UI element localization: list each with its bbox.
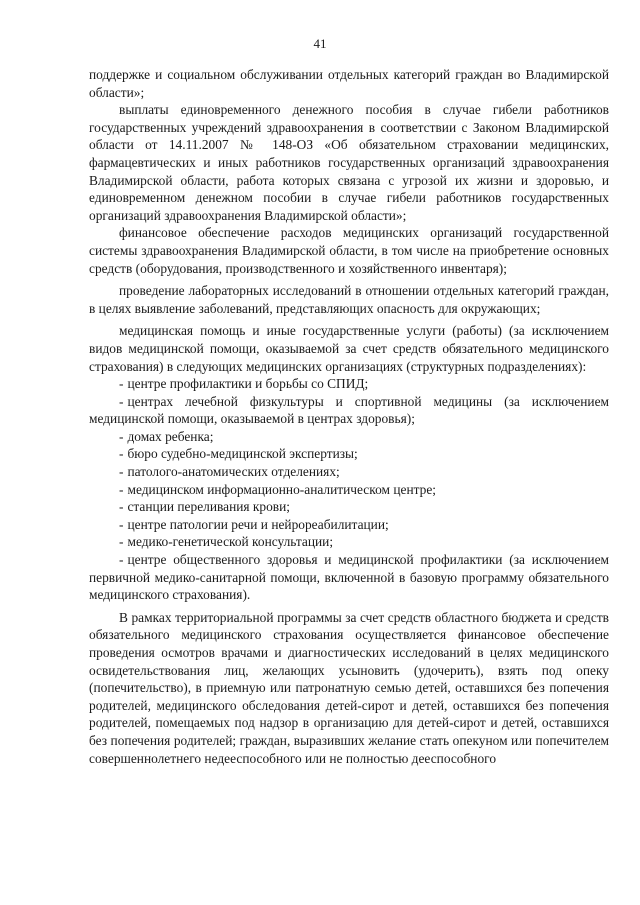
- paragraph-medical-services: медицинская помощь и иные государственные услуги (работы) (за исключением видов медицинской помощи, оказываемой за счет средств обязательного медицинского страхования) в следующих медицинских организациях (структурных подразделениях):: [89, 323, 609, 374]
- list-item-text: станции переливания крови;: [127, 499, 291, 515]
- paragraph-financial-support: финансовое обеспечение расходов медицинских организаций государственной системы здравоохранения Владимирской области, в том числе на приобретение основных средств (оборудования, производственного и хозяйственного инвентаря);: [89, 225, 609, 276]
- list-dash: -: [119, 428, 124, 444]
- list-item-text: центре общественного здоровья и медицинской профилактики (за исключением первичной медико-санитарной помощи, включенной в базовую программу обязательного медицинского страхования).: [89, 552, 609, 603]
- list-item-text: медицинском информационно-аналитическом центре;: [127, 481, 436, 497]
- paragraph-continuation: поддержке и социальном обслуживании отдельных категорий граждан во Владимирской области»;: [89, 67, 609, 100]
- paragraph-territorial-program: В рамках территориальной программы за счет средств областного бюджета и средств обязательного медицинского страхования осуществляется финансовое обеспечение проведения осмотров врачами и диагностических исследований в целях медицинского освидетельствования лиц, желающих усыновить (удочерить), взять под опеку (попечительство), в приемную или патронатную семью детей, оставшихся без попечения родителей, медицинского обследования детей-сирот и детей, оставшихся без попечения родителей, помещаемых под надзор в организацию для детей-сирот и детей, оставшихся без попечения родителей; граждан, выразивших желание стать опекуном или попечителем совершеннолетнего недееспособного или не полностью дееспособного: [89, 609, 609, 766]
- list-item: [89, 551, 609, 604]
- list-dash: -: [119, 552, 124, 568]
- list-item: [89, 498, 609, 516]
- list-item: [89, 463, 609, 481]
- list-dash: -: [119, 376, 124, 392]
- list-item: [89, 481, 609, 499]
- list-dash: -: [119, 464, 124, 480]
- list-item: [89, 393, 609, 428]
- paragraph-death-benefit: выплаты единовременного денежного пособия в случае гибели работников государственных учреждений здравоохранения в соответствии с Законом Владимирской области от 14.11.2007 № 148-ОЗ «Об обязательном страховании медицинских, фармацевтических и иных работников государственных организаций здравоохранения Владимирской области, работа которых связана с угрозой их жизни и здоровью, и единовременном денежном пособии в случае гибели работников государственных организаций здравоохранения Владимирской области»;: [89, 102, 609, 223]
- list-item: [89, 428, 609, 446]
- list-item-text: центрах лечебной физкультуры и спортивной медицины (за исключением медицинской помощи, оказываемой в центрах здоровья);: [89, 393, 609, 427]
- list-item-text: медико-генетической консультации;: [127, 534, 334, 550]
- list-item-text: центре профилактики и борьбы со СПИД;: [127, 376, 369, 392]
- list-dash: -: [119, 499, 124, 515]
- medical-organizations-list: [89, 375, 609, 604]
- list-dash: -: [119, 393, 124, 409]
- list-dash: -: [119, 534, 124, 550]
- list-item-text: патолого-анатомических отделениях;: [127, 464, 340, 480]
- list-item-text: центре патологии речи и нейрореабилитации;: [127, 516, 389, 532]
- list-item-text: бюро судебно-медицинской экспертизы;: [127, 446, 358, 462]
- list-item: [89, 375, 609, 393]
- list-item: [89, 533, 609, 551]
- list-dash: -: [119, 446, 124, 462]
- list-dash: -: [119, 481, 124, 497]
- paragraph-lab-research: проведение лабораторных исследований в отношении отдельных категорий граждан, в целях выявление заболеваний, представляющих опасность для окружающих;: [89, 283, 609, 316]
- list-item: [89, 516, 609, 534]
- list-item: [89, 445, 609, 463]
- list-item-text: домах ребенка;: [127, 428, 214, 444]
- document-body: [89, 66, 609, 767]
- list-dash: -: [119, 516, 124, 532]
- page-number: 41: [313, 36, 327, 51]
